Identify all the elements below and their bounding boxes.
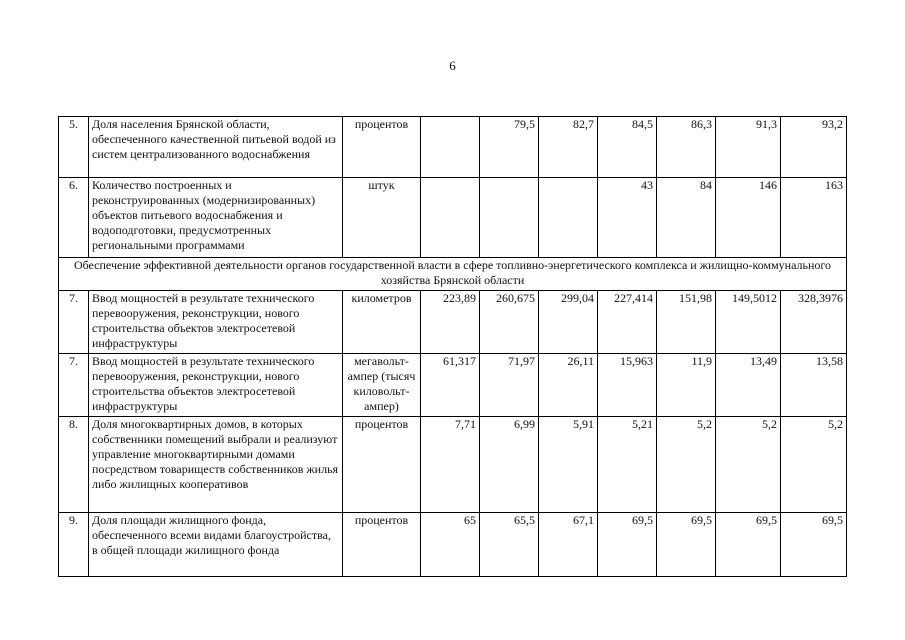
value-cell: 93,2 [781, 117, 847, 178]
section-title: Обеспечение эффективной деятельности органов государственной власти в сфере топливно-энергетического комплекса и жилищно-коммунального хозяйства Брянской области [59, 258, 847, 291]
indicator-name: Ввод мощностей в результате технического перевооружения, реконструкции, нового строительства объектов электросетевой инфраструктуры [89, 291, 343, 354]
value-cell: 79,5 [480, 117, 539, 178]
table-row [59, 417, 847, 513]
value-cell: 91,3 [716, 117, 781, 178]
value-cell: 15,963 [598, 354, 657, 417]
value-cell: 7,71 [421, 417, 480, 513]
unit-cell: процентов [343, 417, 421, 513]
value-cell: 43 [598, 178, 657, 258]
indicator-name: Доля населения Брянской области, обеспеченного качественной питьевой водой из систем централизованного водоснабжения [89, 117, 343, 178]
value-cell [421, 178, 480, 258]
value-cell [539, 178, 598, 258]
page-number: 6 [449, 58, 456, 73]
row-number: 7. [59, 291, 89, 354]
value-cell: 11,9 [657, 354, 716, 417]
value-cell: 69,5 [716, 513, 781, 577]
row-number: 9. [59, 513, 89, 577]
section-header-row [59, 258, 847, 291]
value-cell: 299,04 [539, 291, 598, 354]
row-number: 8. [59, 417, 89, 513]
value-cell: 5,2 [716, 417, 781, 513]
value-cell: 69,5 [598, 513, 657, 577]
value-cell: 260,675 [480, 291, 539, 354]
value-cell: 13,49 [716, 354, 781, 417]
unit-cell: штук [343, 178, 421, 258]
value-cell [480, 178, 539, 258]
value-cell: 146 [716, 178, 781, 258]
unit-cell: километров [343, 291, 421, 354]
value-cell: 71,97 [480, 354, 539, 417]
value-cell: 5,2 [781, 417, 847, 513]
table-row [59, 178, 847, 258]
value-cell [421, 117, 480, 178]
value-cell: 65,5 [480, 513, 539, 577]
indicator-name: Доля площади жилищного фонда, обеспеченного всеми видами благоустройства, в общей площади жилищного фонда [89, 513, 343, 577]
unit-cell: мегавольт-ампер (тысяч киловольт-ампер) [343, 354, 421, 417]
value-cell: 6,99 [480, 417, 539, 513]
table-row [59, 117, 847, 178]
value-cell: 13,58 [781, 354, 847, 417]
value-cell: 151,98 [657, 291, 716, 354]
value-cell: 69,5 [781, 513, 847, 577]
value-cell: 61,317 [421, 354, 480, 417]
value-cell: 149,5012 [716, 291, 781, 354]
value-cell: 82,7 [539, 117, 598, 178]
indicators-table [58, 116, 847, 577]
value-cell: 86,3 [657, 117, 716, 178]
value-cell: 5,91 [539, 417, 598, 513]
value-cell: 227,414 [598, 291, 657, 354]
indicator-name: Количество построенных и реконструированных (модернизированных) объектов питьевого водоснабжения и водоподготовки, предусмотренных региональными программами [89, 178, 343, 258]
table-row [59, 513, 847, 577]
row-number: 7. [59, 354, 89, 417]
value-cell: 5,2 [657, 417, 716, 513]
table-row [59, 354, 847, 417]
value-cell: 84 [657, 178, 716, 258]
value-cell: 65 [421, 513, 480, 577]
value-cell: 69,5 [657, 513, 716, 577]
value-cell: 223,89 [421, 291, 480, 354]
value-cell: 26,11 [539, 354, 598, 417]
unit-cell: процентов [343, 117, 421, 178]
indicator-name: Ввод мощностей в результате технического перевооружения, реконструкции, нового строительства объектов электросетевой инфраструктуры [89, 354, 343, 417]
value-cell: 163 [781, 178, 847, 258]
value-cell: 328,3976 [781, 291, 847, 354]
row-number: 6. [59, 178, 89, 258]
unit-cell: процентов [343, 513, 421, 577]
value-cell: 84,5 [598, 117, 657, 178]
value-cell: 67,1 [539, 513, 598, 577]
indicator-name: Доля многоквартирных домов, в которых собственники помещений выбрали и реализуют управление многоквартирными домами посредством товариществ собственников жилья либо жилищных кооперативов [89, 417, 343, 513]
table-row [59, 291, 847, 354]
value-cell: 5,21 [598, 417, 657, 513]
row-number: 5. [59, 117, 89, 178]
